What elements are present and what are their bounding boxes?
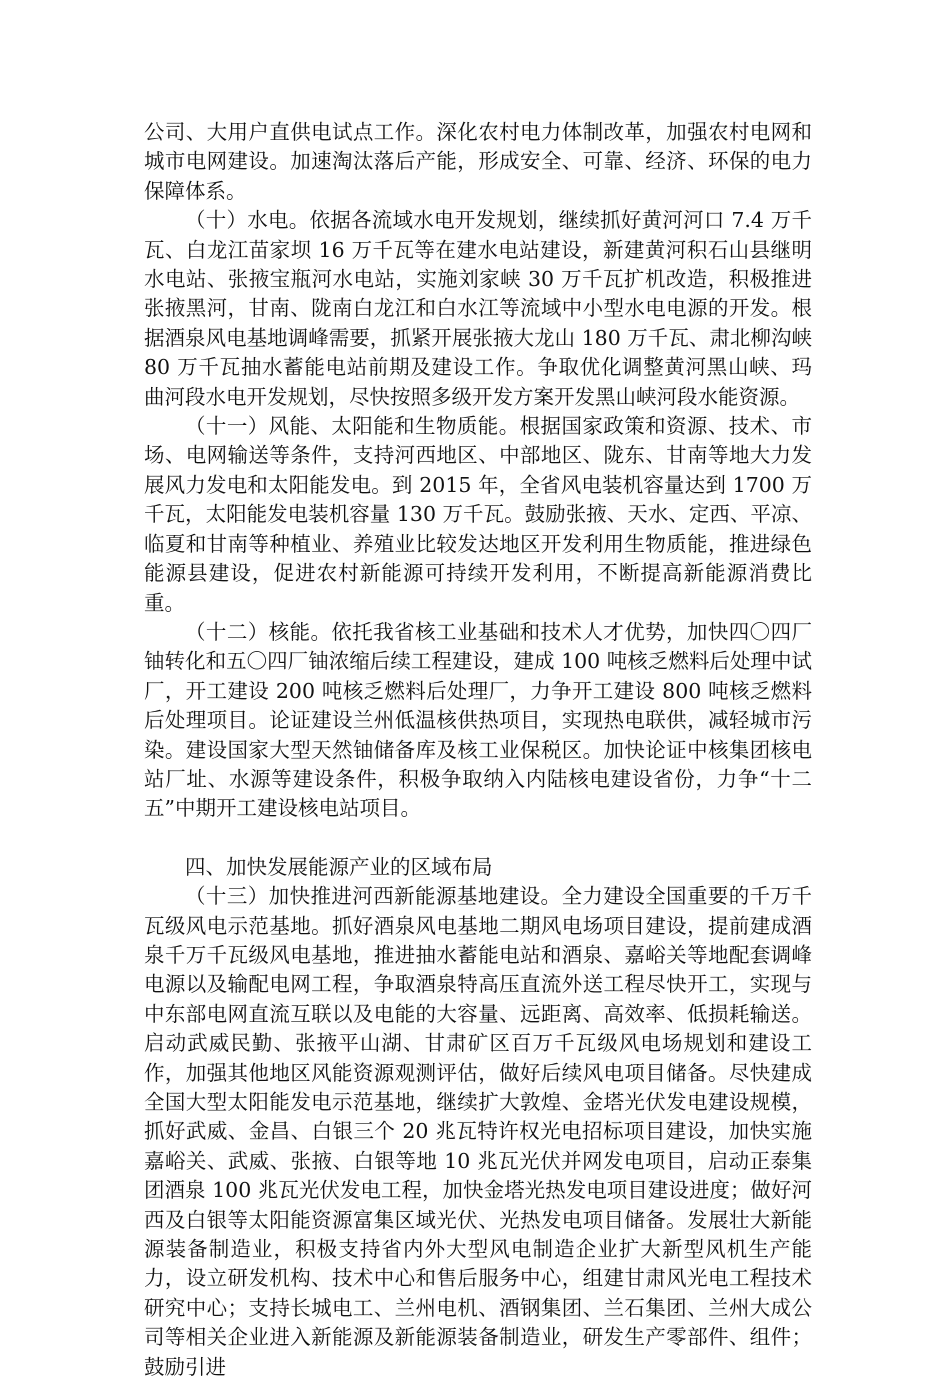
paragraph-continuation: 公司、大用户直供电试点工作。深化农村电力体制改革，加强农村电网和城市电网建设。加速淘汰落后产能，形成安全、可靠、经济、环保的电力保障体系。 [144, 120, 812, 203]
document-body [144, 118, 812, 1382]
paragraph-hydropower: （十）水电。依据各流域水电开发规划，继续抓好黄河河口 7.4 万千瓦、白龙江苗家坝 16 万千瓦等在建水电站建设，新建黄河积石山县继明水电站、张掖宝瓶河水电站，实施刘家峡 30 万千瓦扩机改造，积极推进张掖黑河，甘南、陇南白龙江和白水江等流域中小型水电电源的开发。根据酒泉风电基地调峰需要，抓紧开展张掖大龙山 180 万千瓦、肃北柳沟峡 80 万千瓦抽水蓄能电站前期及建设工作。争取优化调整黄河黑山峡、玛曲河段水电开发规划，尽快按照多级开发方案开发黑山峡河段水能资源。 [144, 208, 812, 409]
paragraph-nuclear: （十二）核能。依托我省核工业基础和技术人才优势，加快四〇四厂铀转化和五〇四厂铀浓缩后续工程建设，建成 100 吨核乏燃料后处理中试厂，开工建设 200 吨核乏燃料后处理厂，力争开工建设 800 吨核乏燃料后处理项目。论证建设兰州低温核供热项目，实现热电联供，减轻城市污染。建设国家大型天然铀储备库及核工业保税区。加快论证中核集团核电站厂址、水源等建设条件，积极争取纳入内陆核电建设省份，力争“十二五”中期开工建设核电站项目。 [144, 619, 812, 821]
section-heading: 四、加快发展能源产业的区域布局 [185, 854, 493, 879]
paragraph-hexi-new-energy: （十三）加快推进河西新能源基地建设。全力建设全国重要的千万千瓦级风电示范基地。抓好酒泉风电基地二期风电场项目建设，提前建成酒泉千万千瓦级风电基地，推进抽水蓄能电站和酒泉、嘉峪关等地配套调峰电源以及输配电网工程，争取酒泉特高压直流外送工程尽快开工，实现与中东部电网直流互联以及电能的大容量、远距离、高效率、低损耗输送。启动武威民勤、张掖平山湖、甘肃矿区百万千瓦级风电场规划和建设工作，加强其他地区风能资源观测评估，做好后续风电项目储备。尽快建成全国大型太阳能发电示范基地，继续扩大敦煌、金塔光伏发电建设规模，抓好武威、金昌、白银三个 20 兆瓦特许权光电招标项目建设，加快实施嘉峪关、武威、张掖、白银等地 10 兆瓦光伏并网发电项目，启动正泰集团酒泉 100 兆瓦光伏发电工程，加快金塔光热发电项目建设进度；做好河西及白银等太阳能资源富集区域光伏、光热发电项目储备。发展壮大新能源装备制造业，积极支持省内外大型风电制造企业扩大新型风机生产能力，设立研发机构、技术中心和售后服务中心，组建甘肃风光电工程技术研究中心；支持长城电工、兰州电机、酒钢集团、兰石集团、兰州大成公司等相关企业进入新能源及新能源装备制造业，研发生产零部件、组件；鼓励引进 [144, 884, 812, 1379]
paragraph-wind-solar-biomass: （十一）风能、太阳能和生物质能。根据国家政策和资源、技术、市场、电网输送等条件，支持河西地区、中部地区、陇东、甘南等地大力发展风力发电和太阳能发电。到 2015 年，全省风电装机容量达到 1700 万千瓦，太阳能发电装机容量 130 万千瓦。鼓励张掖、天水、定西、平凉、临夏和甘南等种植业、养殖业比较发达地区开发利用生物质能，推进绿色能源县建设，促进农村新能源可持续开发利用，不断提高新能源消费比重。 [144, 414, 812, 615]
